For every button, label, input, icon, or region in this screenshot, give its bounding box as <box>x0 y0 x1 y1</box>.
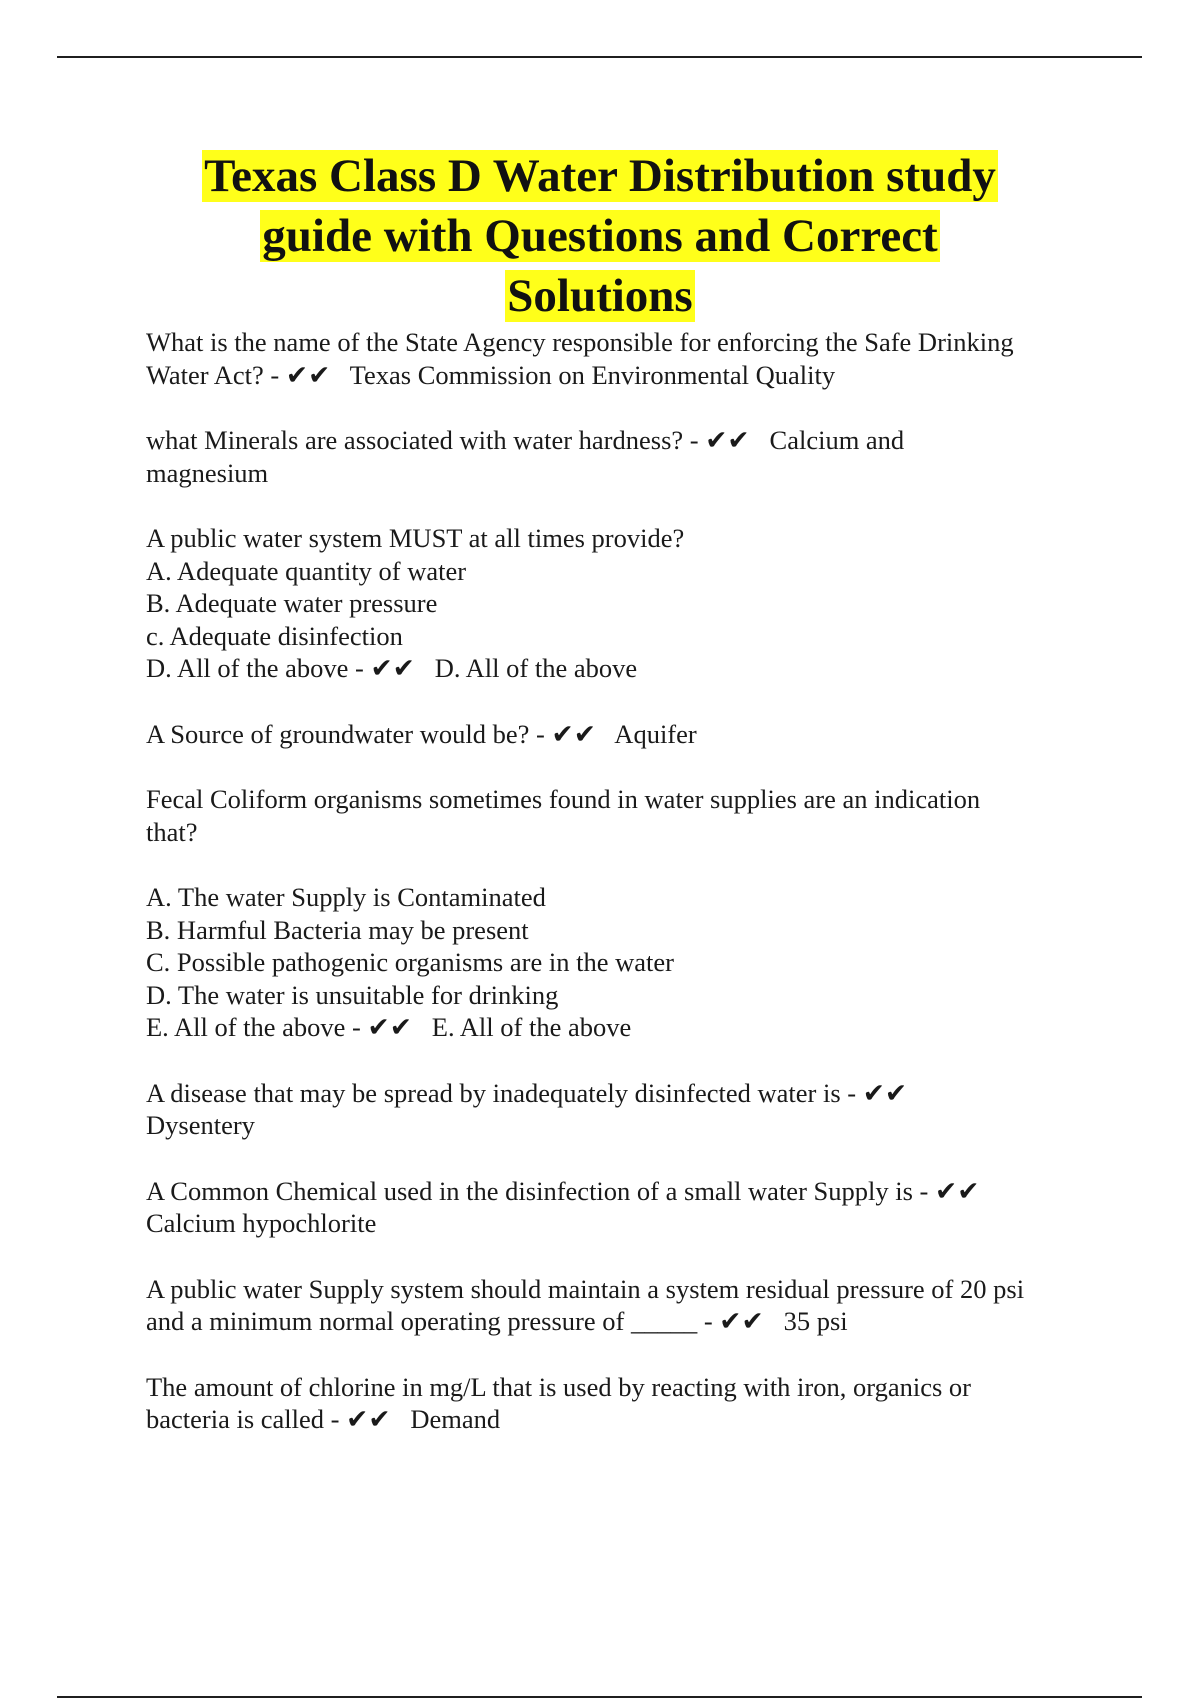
q3-option-d-answer: D. All of the above - ✔✔ D. All of the above <box>146 653 638 683</box>
q5-option-d: D. The water is unsuitable for drinking <box>146 979 559 1010</box>
q5-question-line-2: that? <box>146 816 198 847</box>
spacer <box>146 1240 1091 1273</box>
q8-question-answer-line: and a minimum normal operating pressure of _____ - ✔✔ 35 psi <box>146 1306 848 1336</box>
question-answer-list <box>146 326 1091 1436</box>
spacer <box>146 848 1091 881</box>
q8-question-line-1: A public water Supply system should maintain a system residual pressure of 20 psi <box>146 1273 1025 1304</box>
title-highlight-line-3: Solutions <box>507 270 693 322</box>
q9-question-answer-line: bacteria is called - ✔✔ Demand <box>146 1404 501 1434</box>
q6-answer-line: Dysentery <box>146 1110 255 1140</box>
document-title <box>100 146 1100 326</box>
title-highlight-line-1: Texas Class D Water Distribution study <box>204 150 996 202</box>
spacer <box>146 750 1091 783</box>
q2-question-line: what Minerals are associated with water hardness? - ✔✔ Calcium and <box>146 425 905 455</box>
q5-option-e-answer: E. All of the above - ✔✔ E. All of the above <box>146 1012 632 1042</box>
title-highlight-line-2: guide with Questions and Correct <box>262 210 938 262</box>
spacer <box>146 1044 1091 1077</box>
q4-question-answer: A Source of groundwater would be? - ✔✔ Aquifer <box>146 718 697 749</box>
spacer <box>146 685 1091 718</box>
q2-answer-line: magnesium <box>146 457 269 488</box>
q3-option-b: B. Adequate water pressure <box>146 588 438 618</box>
q1-question-line-1: What is the name of the State Agency responsible for enforcing the Safe Drinking <box>146 327 1014 357</box>
header-rule <box>57 56 1142 58</box>
spacer <box>146 1142 1091 1175</box>
q7-answer-line: Calcium hypochlorite <box>146 1208 377 1238</box>
spacer <box>146 1338 1091 1371</box>
q6-question-line: A disease that may be spread by inadequately disinfected water is - ✔✔ <box>146 1077 908 1108</box>
q5-option-b: B. Harmful Bacteria may be present <box>146 914 529 945</box>
spacer <box>146 391 1091 424</box>
q9-question-line-1: The amount of chlorine in mg/L that is used by reacting with iron, organics or <box>146 1371 971 1402</box>
q3-option-c: c. Adequate disinfection <box>146 620 403 651</box>
q5-option-c: C. Possible pathogenic organisms are in the water <box>146 947 674 977</box>
q5-option-a: A. The water Supply is Contaminated <box>146 882 546 912</box>
q5-question-line-1: Fecal Coliform organisms sometimes found in water supplies are an indication <box>146 784 981 814</box>
q1-answer-line: Water Act? - ✔✔ Texas Commission on Environmental Quality <box>146 359 836 390</box>
q3-question-line: A public water system MUST at all times provide? <box>146 523 685 553</box>
footer-rule <box>57 1696 1142 1698</box>
q7-question-line: A Common Chemical used in the disinfection of a small water Supply is - ✔✔ <box>146 1175 980 1206</box>
spacer <box>146 489 1091 522</box>
q3-option-a: A. Adequate quantity of water <box>146 555 467 586</box>
